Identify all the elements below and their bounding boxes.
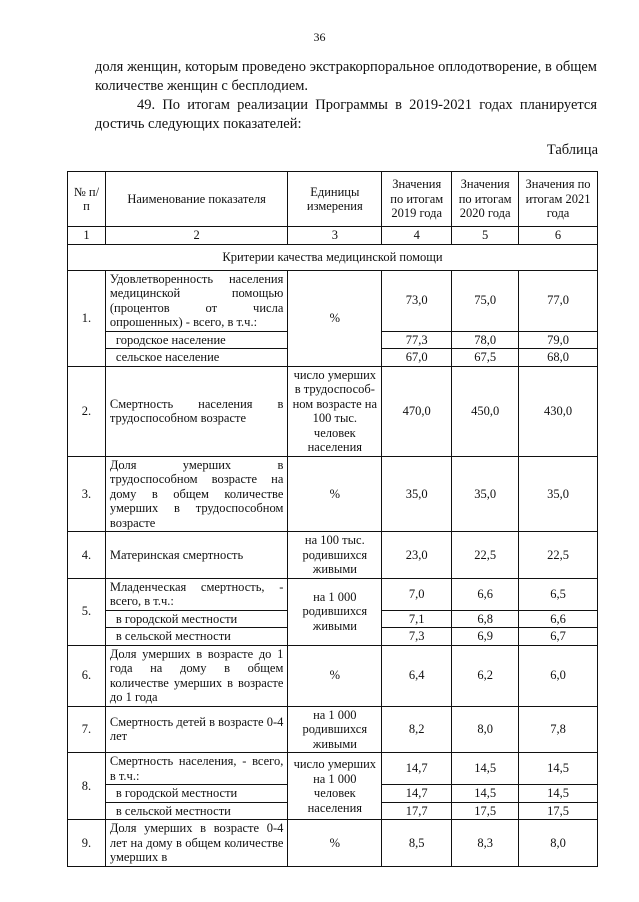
value-2021: 6,6 <box>519 610 598 628</box>
value-2020: 67,5 <box>452 349 519 367</box>
indicator-unit: на 100 тыс. родившихся живыми <box>288 532 382 579</box>
indicator-unit: % <box>288 645 382 706</box>
value-2019: 23,0 <box>382 532 452 579</box>
row-number: 5. <box>68 578 106 645</box>
indicator-unit: % <box>288 820 382 867</box>
table-row <box>68 532 598 579</box>
value-2019: 470,0 <box>382 366 452 456</box>
value-2019: 8,2 <box>382 706 452 753</box>
value-2019: 73,0 <box>382 270 452 331</box>
indicator-name: Материнская смертность <box>105 532 288 579</box>
indicator-unit: число умерших на 1 000 человек населения <box>288 753 382 820</box>
value-2021: 8,0 <box>519 820 598 867</box>
value-2020: 35,0 <box>452 456 519 532</box>
value-2021: 14,5 <box>519 753 598 785</box>
table-row <box>68 820 598 867</box>
col-number: 6 <box>519 227 598 245</box>
indicators-table <box>67 171 598 867</box>
subindicator-name: в сельской местности <box>105 628 288 646</box>
indicator-unit: на 1 000 родившихся живыми <box>288 578 382 645</box>
table-row <box>68 366 598 456</box>
table-row <box>68 578 598 610</box>
subindicator-name: сельское население <box>105 349 288 367</box>
value-2019: 7,3 <box>382 628 452 646</box>
header-num: № п/п <box>68 172 106 227</box>
row-number: 3. <box>68 456 106 532</box>
row-number: 7. <box>68 706 106 753</box>
value-2019: 77,3 <box>382 331 452 349</box>
section-title: Критерии качества медицинской помощи <box>68 244 598 270</box>
value-2019: 6,4 <box>382 645 452 706</box>
col-number: 4 <box>382 227 452 245</box>
indicator-name: Доля умерших в возрасте 0-4 лет на дому в общем количестве умерших в <box>105 820 288 867</box>
value-2021: 22,5 <box>519 532 598 579</box>
header-2020: Значения по итогам 2020 года <box>452 172 519 227</box>
paragraph-49 <box>95 96 597 134</box>
value-2021: 35,0 <box>519 456 598 532</box>
value-2020: 6,8 <box>452 610 519 628</box>
header-units: Единицы измерения <box>288 172 382 227</box>
value-2021: 7,8 <box>519 706 598 753</box>
col-number: 3 <box>288 227 382 245</box>
header-2019: Значения по итогам 2019 года <box>382 172 452 227</box>
value-2020: 6,9 <box>452 628 519 646</box>
value-2019: 17,7 <box>382 802 452 820</box>
paragraph-49-text: 49. По итогам реализации Программы в 2019-2021 годах планируется достичь следующих показателей: <box>95 97 597 132</box>
col-number: 1 <box>68 227 106 245</box>
value-2019: 14,7 <box>382 785 452 803</box>
row-number: 2. <box>68 366 106 456</box>
value-2020: 8,0 <box>452 706 519 753</box>
value-2020: 14,5 <box>452 753 519 785</box>
subindicator-name: городское население <box>105 331 288 349</box>
row-number: 8. <box>68 753 106 820</box>
value-2020: 450,0 <box>452 366 519 456</box>
value-2021: 79,0 <box>519 331 598 349</box>
value-2019: 7,1 <box>382 610 452 628</box>
table-row <box>68 706 598 753</box>
value-2021: 68,0 <box>519 349 598 367</box>
value-2020: 22,5 <box>452 532 519 579</box>
subindicator-name: в городской местности <box>105 785 288 803</box>
value-2020: 17,5 <box>452 802 519 820</box>
row-number: 4. <box>68 532 106 579</box>
subindicator-name: в городской местности <box>105 610 288 628</box>
subindicator-name: в сельской местности <box>105 802 288 820</box>
indicator-unit: на 1 000 родившихся живыми <box>288 706 382 753</box>
table-header-row <box>68 172 598 227</box>
section-title-row <box>68 244 598 270</box>
row-number: 9. <box>68 820 106 867</box>
paragraph-continuation: доля женщин, которым проведено экстракорпоральное оплодотворение, в общем количестве женщин с бесплодием. <box>95 59 597 94</box>
indicator-name: Доля умерших в возрасте до 1 года на дому в общем количестве умерших в возрасте до 1 года <box>105 645 288 706</box>
indicator-name: Удовлетворенность населения медицинской помощью (процентов от числа опрошенных) - всего, в т.ч.: <box>105 270 288 331</box>
value-2019: 8,5 <box>382 820 452 867</box>
value-2021: 17,5 <box>519 802 598 820</box>
indicator-name: Доля умерших в трудоспособном возрасте на дому в общем количестве умерших в трудоспособном возрасте <box>105 456 288 532</box>
header-2021: Значения по итогам 2021 года <box>519 172 598 227</box>
value-2021: 77,0 <box>519 270 598 331</box>
value-2020: 8,3 <box>452 820 519 867</box>
indicator-unit: % <box>288 456 382 532</box>
row-number: 1. <box>68 270 106 366</box>
indicator-name: Смертность населения в трудоспособном возрасте <box>105 366 288 456</box>
indicator-name: Младенческая смертность, - всего, в т.ч.: <box>105 578 288 610</box>
table-row <box>68 753 598 785</box>
table-row <box>68 456 598 532</box>
value-2021: 14,5 <box>519 785 598 803</box>
column-number-row <box>68 227 598 245</box>
indicator-unit: число умерших в трудоспособ-ном возрасте на 100 тыс. человек населения <box>288 366 382 456</box>
value-2019: 14,7 <box>382 753 452 785</box>
value-2021: 6,0 <box>519 645 598 706</box>
table-caption: Таблица <box>546 142 598 158</box>
indicator-name: Смертность детей в возрасте 0-4 лет <box>105 706 288 753</box>
col-number: 2 <box>105 227 288 245</box>
page-number: 36 <box>313 30 326 44</box>
value-2020: 78,0 <box>452 331 519 349</box>
value-2020: 6,6 <box>452 578 519 610</box>
indicator-unit: % <box>288 270 382 366</box>
value-2021: 6,5 <box>519 578 598 610</box>
value-2020: 6,2 <box>452 645 519 706</box>
value-2019: 7,0 <box>382 578 452 610</box>
indicator-name: Смертность населения, - всего, в т.ч.: <box>105 753 288 785</box>
table-row <box>68 270 598 331</box>
value-2020: 14,5 <box>452 785 519 803</box>
table-row <box>68 645 598 706</box>
row-number: 6. <box>68 645 106 706</box>
value-2021: 6,7 <box>519 628 598 646</box>
col-number: 5 <box>452 227 519 245</box>
value-2020: 75,0 <box>452 270 519 331</box>
value-2019: 67,0 <box>382 349 452 367</box>
value-2021: 430,0 <box>519 366 598 456</box>
value-2019: 35,0 <box>382 456 452 532</box>
header-name: Наименование показателя <box>105 172 288 227</box>
